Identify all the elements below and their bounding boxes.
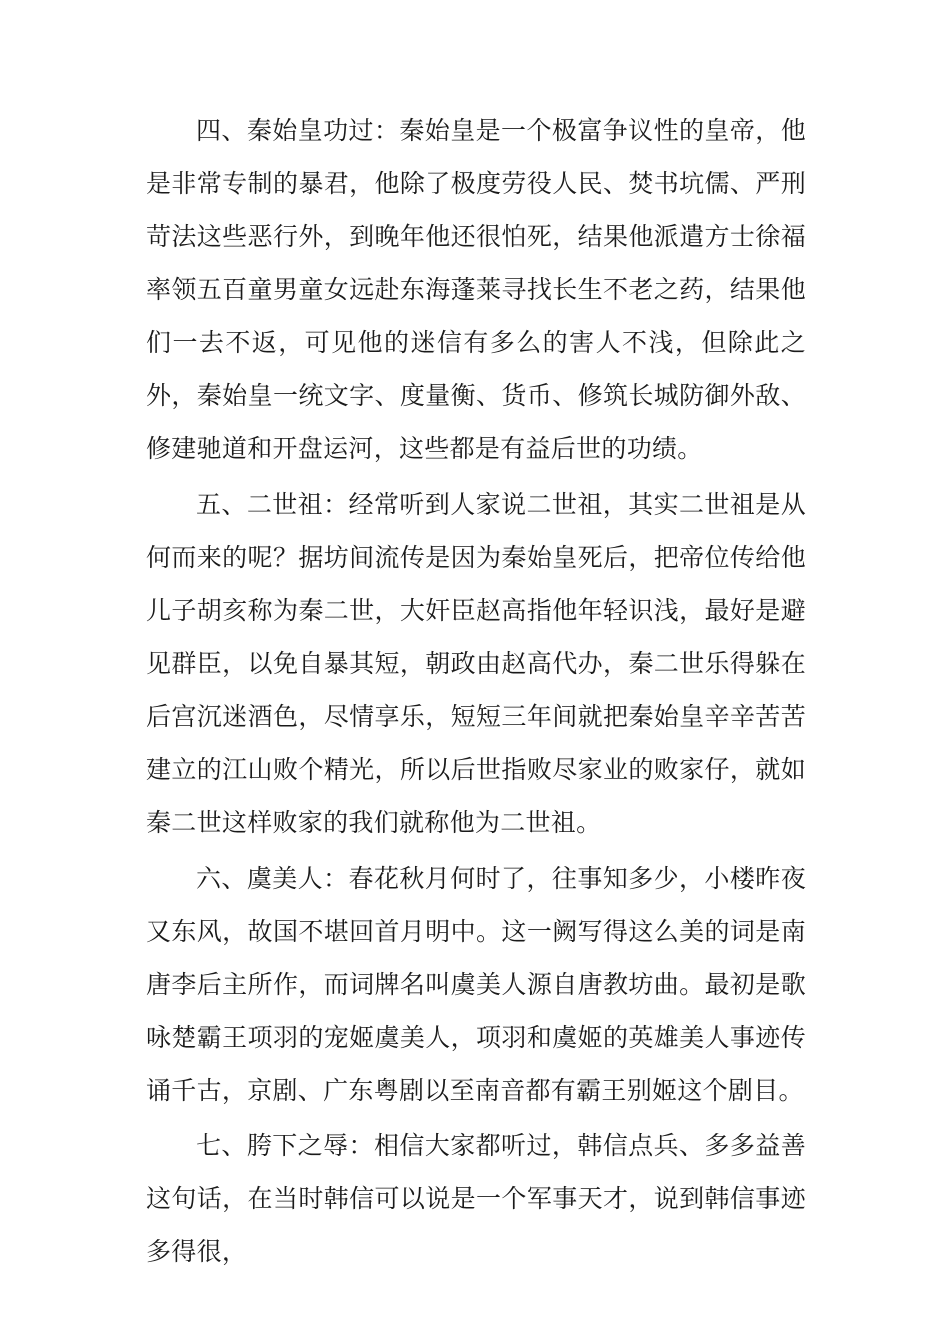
- paragraph-yu-mei-ren: 六、虞美人：春花秋月何时了，往事知多少，小楼昨夜又东风，故国不堪回首月明中。这一阙写得这么美的词是南唐李后主所作，而词牌名叫虞美人源自唐教坊曲。最初是歌咏楚霸王项羽的宠姬虞美人，项羽和虞姬的英雄美人事迹传诵千古，京剧、广东粤剧以至南音都有霸王别姬这个剧目。: [146, 864, 806, 1105]
- paragraph-er-shi-zu: 五、二世祖：经常听到人家说二世祖，其实二世祖是从何而来的呢？据坊间流传是因为秦始皇死后，把帝位传给他儿子胡亥称为秦二世，大奸臣赵高指他年轻识浅，最好是避见群臣，以免自暴其短，朝政由赵高代办，秦二世乐得躲在后宫沉迷酒色，尽情享乐，短短三年间就把秦始皇辛辛苦苦建立的江山败个精光，所以后世指败尽家业的败家仔，就如秦二世这样败家的我们就称他为二世祖。: [146, 490, 806, 837]
- paragraph-kua-xia-zhi-ru: 七、胯下之辱：相信大家都听过，韩信点兵、多多益善这句话，在当时韩信可以说是一个军事天才，说到韩信事迹多得很，: [146, 1131, 806, 1266]
- paragraph-qin-shi-huang: 四、秦始皇功过：秦始皇是一个极富争议性的皇帝，他是非常专制的暴君，他除了极度劳役人民、焚书坑儒、严刑苛法这些恶行外，到晚年他还很怕死，结果他派遣方士徐福率领五百童男童女远赴东海蓬莱寻找长生不老之药，结果他们一去不返，可见他的迷信有多么的害人不浅，但除此之外，秦始皇一统文字、度量衡、货币、修筑长城防御外敌、修建驰道和开盘运河，这些都是有益后世的功绩。: [146, 116, 806, 463]
